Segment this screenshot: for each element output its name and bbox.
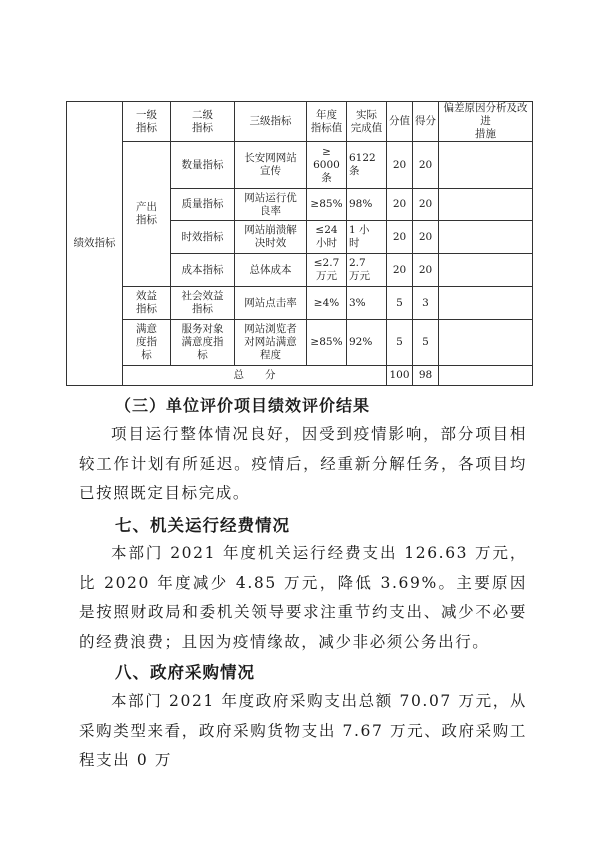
row-l2: 数量指标 <box>171 142 235 189</box>
row-actual: 98% <box>347 189 387 221</box>
category-cell: 绩效指标 <box>67 102 123 386</box>
row-score: 5 <box>387 287 413 320</box>
row-score: 20 <box>387 254 413 287</box>
row-actual: 2.7 万元 <box>347 254 387 287</box>
row-l3: 网站运行优 良率 <box>235 189 307 221</box>
header-level3: 三级指标 <box>235 102 307 142</box>
row-target: ≥ 6000 条 <box>307 142 347 189</box>
row-earned: 20 <box>413 221 439 254</box>
row-target: ≤2.7 万元 <box>307 254 347 287</box>
row-score: 20 <box>387 221 413 254</box>
row-earned: 20 <box>413 189 439 221</box>
row-l2: 时效指标 <box>171 221 235 254</box>
row-l3: 网站崩溃解 决时效 <box>235 221 307 254</box>
row-actual: 3% <box>347 287 387 320</box>
section3-heading: （三）单位评价项目绩效评价结果 <box>115 396 371 415</box>
group-benefit: 效益 指标 <box>123 287 171 320</box>
section7-heading: 七、机关运行经费情况 <box>115 516 290 535</box>
row-earned: 20 <box>413 254 439 287</box>
row-l3: 总体成本 <box>235 254 307 287</box>
group-output: 产出 指标 <box>123 142 171 287</box>
row-l2: 服务对象 满意度指 标 <box>171 320 235 366</box>
row-target: ≥4% <box>307 287 347 320</box>
row-score: 20 <box>387 142 413 189</box>
table-row <box>67 287 533 320</box>
table-total-row <box>67 366 533 386</box>
row-actual: 1 小 时 <box>347 221 387 254</box>
section8-heading: 八、政府采购情况 <box>115 663 255 682</box>
row-analysis <box>439 287 533 320</box>
section3-paragraph: 项目运行整体情况良好，因受到疫情影响，部分项目相较工作计划有所延迟。疫情后，经重新分解任务，各项目均已按照既定目标完成。 <box>79 425 527 502</box>
header-level2: 二级 指标 <box>171 102 235 142</box>
header-actual: 实际 完成值 <box>347 102 387 142</box>
header-earned: 得分 <box>413 102 439 142</box>
total-earned: 98 <box>413 366 439 386</box>
group-satisfaction: 满意 度指 标 <box>123 320 171 366</box>
row-analysis <box>439 254 533 287</box>
header-level1: 一级 指标 <box>123 102 171 142</box>
section7-paragraph: 本部门 2021 年度机关运行经费支出 126.63 万元，比 2020 年度减少 4.85 万元，降低 3.69%。主要原因是按照财政局和委机关领导要求注重节约支出、减少不必要的经费浪费；且因为疫情缘故，减少非必须公务出行。 <box>79 544 527 651</box>
row-target: ≥85% <box>307 320 347 366</box>
row-l2: 成本指标 <box>171 254 235 287</box>
performance-table <box>66 101 533 386</box>
row-score: 5 <box>387 320 413 366</box>
row-score: 20 <box>387 189 413 221</box>
row-actual: 6122 条 <box>347 142 387 189</box>
total-score: 100 <box>387 366 413 386</box>
row-analysis <box>439 142 533 189</box>
row-target: ≥85% <box>307 189 347 221</box>
header-analysis: 偏差原因分析及改进 措施 <box>439 102 533 142</box>
row-l3: 网站点击率 <box>235 287 307 320</box>
row-earned: 3 <box>413 287 439 320</box>
table-row <box>67 142 533 189</box>
row-analysis <box>439 320 533 366</box>
total-analysis <box>439 366 533 386</box>
row-actual: 92% <box>347 320 387 366</box>
row-earned: 20 <box>413 142 439 189</box>
header-score: 分值 <box>387 102 413 142</box>
row-l2: 质量指标 <box>171 189 235 221</box>
row-l2: 社会效益 指标 <box>171 287 235 320</box>
section8-paragraph: 本部门 2021 年度政府采购支出总额 70.07 万元，从采购类型来看，政府采购货物支出 7.67 万元、政府采购工程支出 0 万 <box>79 692 527 769</box>
table-header-row <box>67 102 533 142</box>
table-row <box>67 320 533 366</box>
total-label: 总 分 <box>123 366 387 386</box>
row-analysis <box>439 221 533 254</box>
row-analysis <box>439 189 533 221</box>
row-earned: 5 <box>413 320 439 366</box>
header-target: 年度 指标值 <box>307 102 347 142</box>
row-l3: 网站浏览者 对网站满意 程度 <box>235 320 307 366</box>
row-target: ≤24 小时 <box>307 221 347 254</box>
row-l3: 长安网网站 宣传 <box>235 142 307 189</box>
